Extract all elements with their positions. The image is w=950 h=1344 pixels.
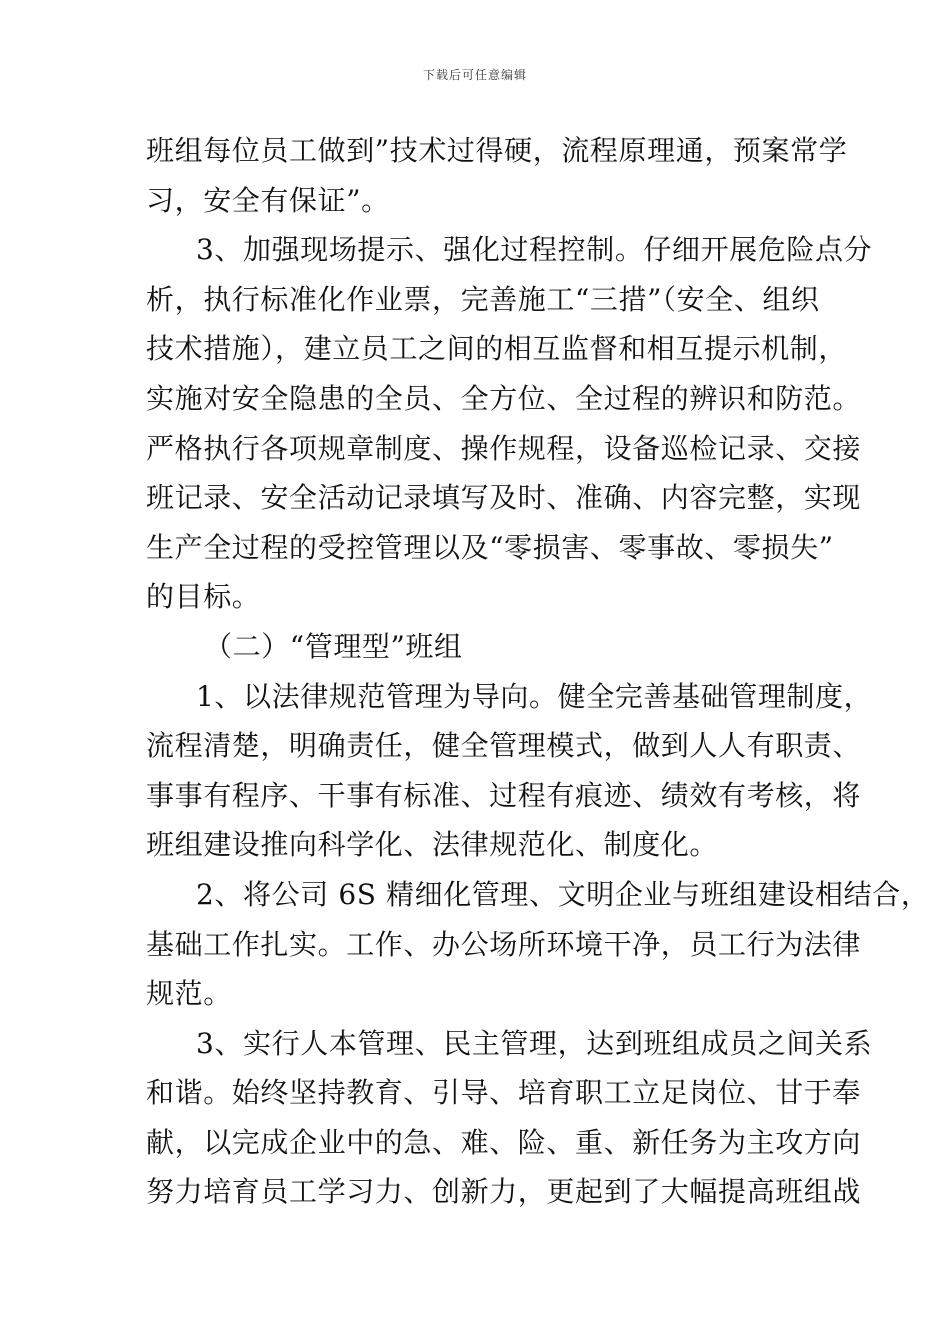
header-note: 下载后可任意编辑 <box>422 68 527 82</box>
document-body <box>146 126 930 1217</box>
text-line: 技术措施），建立员工之间的相互监督和相互提示机制， <box>146 332 848 366</box>
text-line: 习，安全有保证”。 <box>146 183 390 217</box>
text-line: 3、加强现场提示、强化过程控制。仔细开展危险点分 <box>196 233 873 267</box>
text-line: 班记录、安全活动记录填写及时、准确、内容完整，实现 <box>146 481 862 515</box>
text-line: 事事有程序、干事有标准、过程有痕迹、绩效有考核，将 <box>146 778 862 812</box>
text-line: 班组每位员工做到”技术过得硬，流程原理通，预案常学 <box>146 134 848 167</box>
text-line: 严格执行各项规章制度、操作规程，设备巡检记录、交接 <box>146 431 862 465</box>
text-line: 1、以法律规范管理为导向。健全完善基础管理制度， <box>196 679 873 713</box>
text-line: 2、将公司 6S 精细化管理、文明企业与班组建设相结合， <box>196 877 930 911</box>
text-line: 和谐。始终坚持教育、引导、培育职工立足岗位、甘于奉 <box>146 1076 862 1110</box>
text-line: 基础工作扎实。工作、办公场所环境干净，员工行为法律 <box>146 927 862 961</box>
text-line: 实施对安全隐患的全员、全方位、全过程的辨识和防范。 <box>146 381 862 415</box>
text-line: 努力培育员工学习力、创新力，更起到了大幅提高班组战 <box>146 1175 862 1209</box>
text-line: 生产全过程的受控管理以及“零损害、零事故、零损失” <box>146 530 834 564</box>
text-line: 流程清楚，明确责任，健全管理模式，做到人人有职责、 <box>146 729 862 763</box>
text-line: 班组建设推向科学化、法律规范化、制度化。 <box>146 828 719 862</box>
text-line: 析，执行标准化作业票，完善施工“三措”（安全、组织 <box>146 282 820 316</box>
text-line: 献，以完成企业中的急、难、险、重、新任务为主攻方向 <box>146 1125 862 1159</box>
text-line: 3、实行人本管理、民主管理，达到班组成员之间关系 <box>196 1026 873 1060</box>
text-line: 规范。 <box>146 977 232 1011</box>
text-line: 的目标。 <box>146 580 261 614</box>
section-heading: （二）“管理型”班组 <box>204 629 463 663</box>
